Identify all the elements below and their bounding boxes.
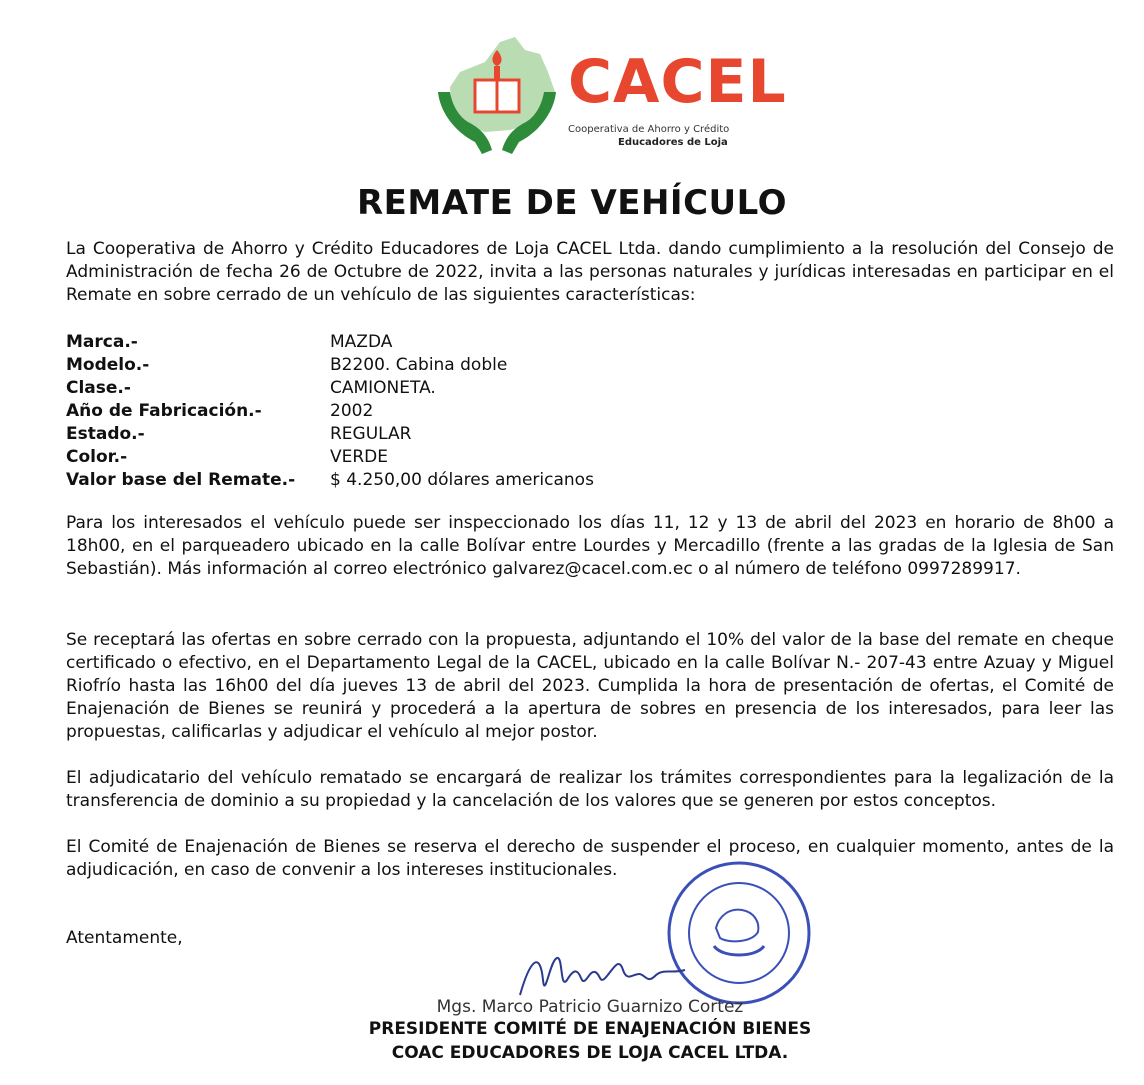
- spec-label: Valor base del Remate.-: [66, 470, 296, 490]
- adjudication-paragraph: El adjudicatario del vehículo rematado se encargará de realizar los trámites correspondientes para la legalización de la transferencia de dominio a su propiedad y la cancelación de los valores que se generen por estos conceptos.: [66, 768, 1114, 811]
- spec-value: CAMIONETA.: [330, 378, 436, 398]
- spec-value: REGULAR: [330, 424, 412, 444]
- spec-row: [66, 423, 766, 446]
- spec-label: Clase.-: [66, 378, 131, 398]
- signatory-role: PRESIDENTE COMITÉ DE ENAJENACIÓN BIENES: [368, 1019, 812, 1039]
- spec-row: [66, 469, 766, 492]
- spec-label: Color.-: [66, 447, 128, 467]
- spec-label: Modelo.-: [66, 355, 150, 375]
- spec-row: [66, 446, 766, 469]
- document-title: REMATE DE VEHÍCULO: [356, 183, 787, 223]
- logo-subtitle-1: Cooperativa de Ahorro y Crédito: [568, 124, 730, 135]
- spec-row: [66, 377, 766, 400]
- offers-paragraph: Se receptará las ofertas en sobre cerrado con la propuesta, adjuntando el 10% del valor de la base del remate en cheque certificado o efectivo, en el Departamento Legal de la CACEL, ubicado en la calle Bolívar N.- 207-43 entre Azuay y Miguel Riofrío hasta las 16h00 del día jueves 13 de abril del 2023. Cumplida la hora de presentación de ofertas, el Comité de Enajenación de Bienes se reunirá y procederá a la apertura de sobres en presencia de los interesados, para leer las propuestas, calificarlas y adjudicar el vehículo al mejor postor.: [66, 630, 1114, 742]
- spec-row: [66, 331, 766, 354]
- signatory-name: Mgs. Marco Patricio Guarnizo Cortez: [436, 997, 744, 1017]
- committee-paragraph: El Comité de Enajenación de Bienes se reserva el derecho de suspender el proceso, en cualquier momento, antes de la adjudicación, en caso de convenir a los intereses institucionales.: [66, 837, 1114, 880]
- vehicle-specs: [66, 331, 766, 492]
- spec-value: VERDE: [330, 447, 389, 467]
- spec-label: Estado.-: [66, 424, 145, 444]
- inspection-paragraph: Para los interesados el vehículo puede ser inspeccionado los días 11, 12 y 13 de abril del 2023 en horario de 8h00 a 18h00, en el parqueadero ubicado en la calle Bolívar entre Lourdes y Mercadillo (frente a las gradas de la Iglesia de San Sebastián). Más información al correo electrónico galvarez@cacel.com.ec o al número de teléfono 0997289917.: [66, 513, 1114, 579]
- spec-value: MAZDA: [330, 332, 393, 352]
- signatory-organization: COAC EDUCADORES DE LOJA CACEL LTDA.: [391, 1043, 789, 1063]
- spec-row: [66, 354, 766, 377]
- spec-row: [66, 400, 766, 423]
- cacel-logo: [430, 32, 787, 160]
- logo-emblem-icon: [430, 32, 564, 160]
- spec-value: $ 4.250,00 dólares americanos: [330, 470, 594, 490]
- logo-subtitle-2: Educadores de Loja: [618, 137, 728, 148]
- logo-name: CACEL: [568, 47, 787, 117]
- closing-salutation: Atentamente,: [66, 928, 183, 948]
- spec-label: Año de Fabricación.-: [66, 401, 262, 421]
- intro-paragraph: La Cooperativa de Ahorro y Crédito Educadores de Loja CACEL Ltda. dando cumplimiento a la resolución del Consejo de Administración de fecha 26 de Octubre de 2022, invita a las personas naturales y jurídicas interesadas en participar en el Remate en sobre cerrado de un vehículo de las siguientes características:: [66, 239, 1114, 305]
- spec-label: Marca.-: [66, 332, 138, 352]
- spec-value: B2200. Cabina doble: [330, 355, 508, 375]
- spec-value: 2002: [330, 401, 374, 421]
